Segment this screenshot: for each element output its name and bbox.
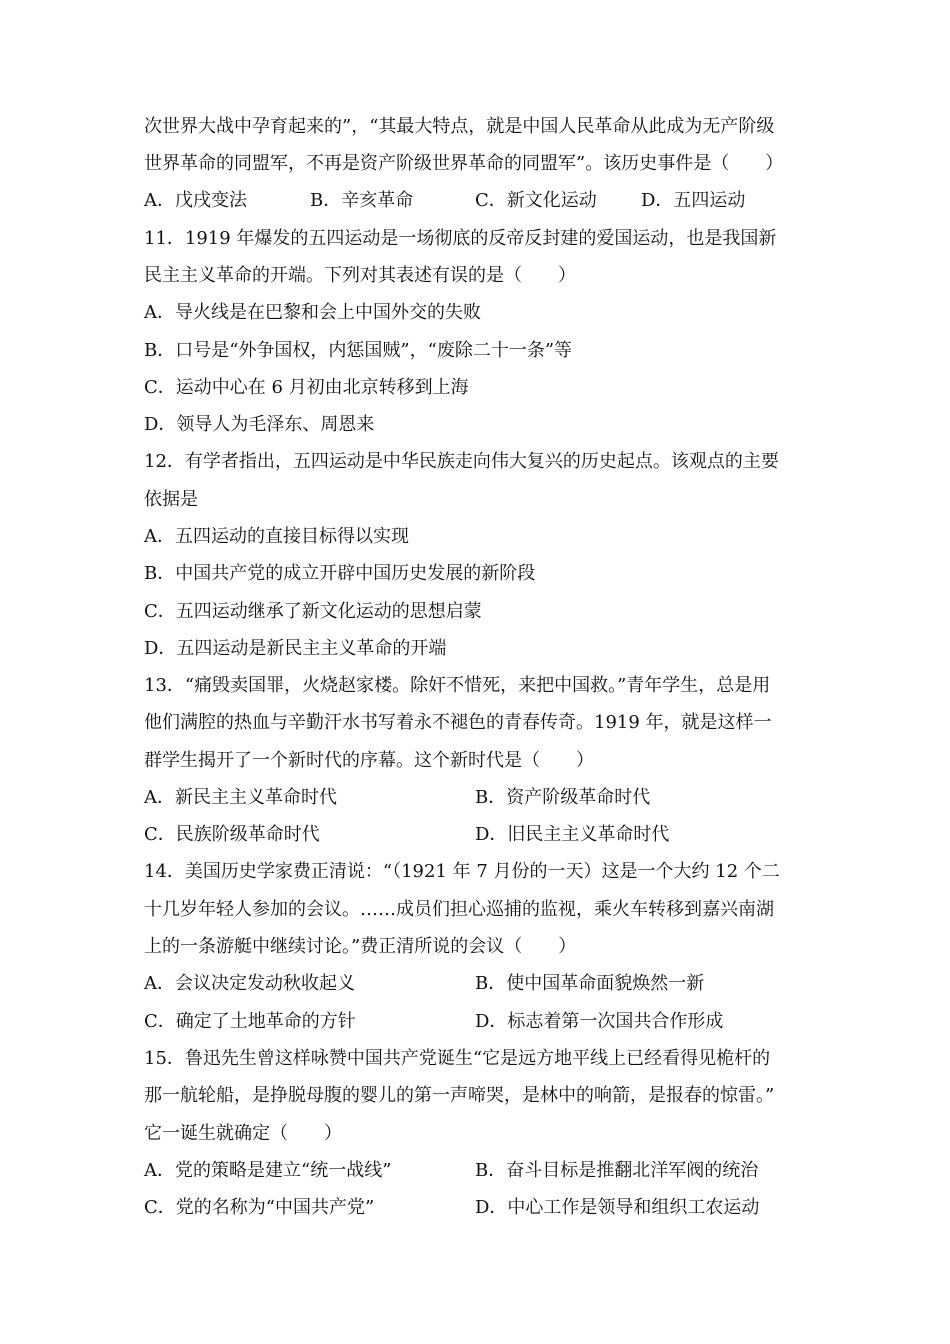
- question-11-text-line-1: 11．1919 年爆发的五四运动是一场彻底的反帝反封建的爱国运动，也是我国新: [144, 228, 777, 249]
- question-15-option-c: C．党的名称为“中国共产党”: [144, 1197, 375, 1218]
- question-13-option-b: B．资产阶级革命时代: [475, 787, 651, 808]
- question-12-text-line-2: 依据是: [144, 489, 198, 510]
- question-11-option-c: C．运动中心在 6 月初由北京转移到上海: [144, 377, 469, 398]
- question-10-option-b: B．辛亥革命: [310, 190, 414, 211]
- question-15-text-line-1: 15．鲁迅先生曾这样咏赞中国共产党诞生“它是远方地平线上已经看得见桅杆的: [144, 1048, 771, 1069]
- question-15-option-a: A．党的策略是建立“统一战线”: [144, 1160, 392, 1181]
- question-12-option-b: B．中国共产党的成立开辟中国历史发展的新阶段: [144, 563, 536, 584]
- question-15-option-d: D．中心工作是领导和组织工农运动: [475, 1197, 760, 1218]
- question-14-option-c: C．确定了土地革命的方针: [144, 1011, 356, 1032]
- question-15-option-b: B．奋斗目标是推翻北洋军阀的统治: [475, 1160, 759, 1181]
- question-11-option-a: A．导火线是在巴黎和会上中国外交的失败: [144, 302, 481, 323]
- question-11-option-d: D．领导人为毛泽东、周恩来: [144, 414, 375, 435]
- question-15-text-line-2: 那一航轮船，是挣脱母腹的婴儿的第一声啼哭，是林中的响箭，是报春的惊雷。”: [144, 1085, 775, 1106]
- question-14-text-line-1: 14．美国历史学家费正清说：“（1921 年 7 月份的一天）这是一个大约 12 个二: [144, 861, 780, 882]
- question-10-text-line-1: 次世界大战中孕育起来的”，“其最大特点，就是中国人民革命从此成为无产阶级: [144, 116, 775, 137]
- question-12-option-d: D．五四运动是新民主主义革命的开端: [144, 638, 447, 659]
- question-13-text-line-1: 13．“痛毁卖国罪，火烧赵家楼。除奸不惜死，来把中国救。”青年学生，总是用: [144, 675, 771, 696]
- question-13-text-line-3: 群学生揭开了一个新时代的序幕。这个新时代是（ ）: [144, 750, 594, 771]
- question-14-option-b: B．使中国革命面貌焕然一新: [475, 973, 705, 994]
- question-14-option-a: A．会议决定发动秋收起义: [144, 973, 355, 994]
- question-13-text-line-2: 他们满腔的热血与辛勤汗水书写着永不褪色的青春传奇。1919 年，就是这样一: [144, 712, 772, 733]
- question-10-option-c: C．新文化运动: [475, 190, 597, 211]
- question-14-option-d: D．标志着第一次国共合作形成: [475, 1011, 724, 1032]
- question-14-text-line-3: 上的一条游艇中继续讨论。”费正清所说的会议（ ）: [144, 936, 577, 957]
- question-13-option-a: A．新民主主义革命时代: [144, 787, 337, 808]
- question-10-option-a: A．戊戌变法: [144, 190, 247, 211]
- question-12-option-a: A．五四运动的直接目标得以实现: [144, 526, 409, 547]
- question-10-option-d: D．五四运动: [641, 190, 746, 211]
- question-12-option-c: C．五四运动继承了新文化运动的思想启蒙: [144, 601, 482, 622]
- question-13-option-d: D．旧民主主义革命时代: [475, 824, 670, 845]
- question-10-text-line-2: 世界革命的同盟军，不再是资产阶级世界革命的同盟军”。该历史事件是（ ）: [144, 153, 784, 174]
- question-15-text-line-3: 它一诞生就确定（ ）: [144, 1123, 342, 1144]
- question-12-text-line-1: 12．有学者指出，五四运动是中华民族走向伟大复兴的历史起点。该观点的主要: [144, 451, 779, 472]
- question-11-text-line-2: 民主主义革命的开端。下列对其表述有误的是（ ）: [144, 265, 576, 286]
- question-14-text-line-2: 十几岁年轻人参加的会议。……成员们担心巡捕的监视，乘火车转移到嘉兴南湖: [144, 899, 774, 920]
- question-13-option-c: C．民族阶级革命时代: [144, 824, 320, 845]
- question-11-option-b: B．口号是“外争国权，内惩国贼”，“废除二十一条”等: [144, 340, 573, 361]
